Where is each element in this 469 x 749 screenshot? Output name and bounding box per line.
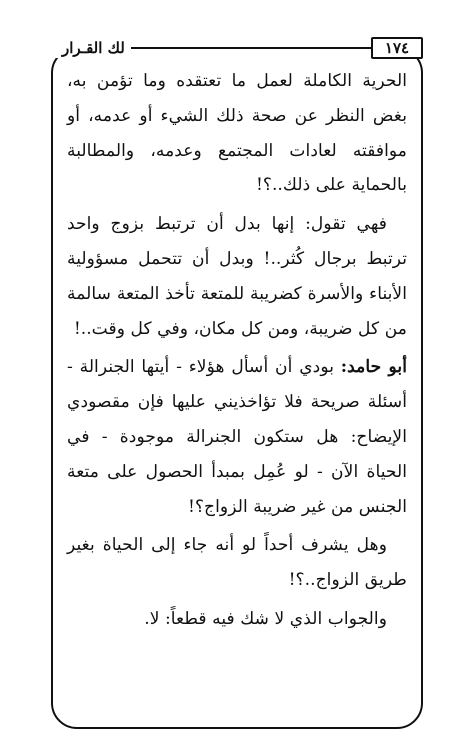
page-body xyxy=(67,64,407,637)
paragraph-2: فهي تقول: إنها بدل أن ترتبط بزوج واحد ترتبط برجال كُثر..! وبدل أن تتحمل مسؤولية الأبناء والأسرة كضريبة للمتعة تأخذ المتعة سالمة من كل ضريبة، ومن كل مكان، وفي كل وقت..! xyxy=(67,214,407,339)
paragraph-4: وهل يشرف أحداً لو أنه جاء إلى الحياة بغير طريق الزواج..؟! xyxy=(67,535,407,591)
paragraph-5: والجواب الذي لا شك فيه قطعاً: لا. xyxy=(144,608,387,629)
speaker-name: أبو حامد: xyxy=(340,357,407,378)
paragraph-3-text: بودي أن أسأل هؤلاء - أيتها الجنرالة - أسئلة صريحة فلا تؤاخذيني عليها فإن مقصودي الإيضاح: هل ستكون الجنرالة موجودة - في الحياة الآن - لو عُمِل بمبدأ الحصول على متعة الجنس من غير ضريبة الزواج؟! xyxy=(67,357,407,517)
page-number: ١٧٤ xyxy=(371,37,423,59)
paragraph-1: الحرية الكاملة لعمل ما تعتقده وما تؤمن به، بغض النظر عن صحة ذلك الشيء أو عدمه، أو موافقته لعادات المجتمع وعدمه، والمطالبة بالحماية على ذلك..؟! xyxy=(67,71,407,196)
paragraph-3 xyxy=(67,350,407,524)
running-header-title: لك القـرار xyxy=(56,38,131,58)
